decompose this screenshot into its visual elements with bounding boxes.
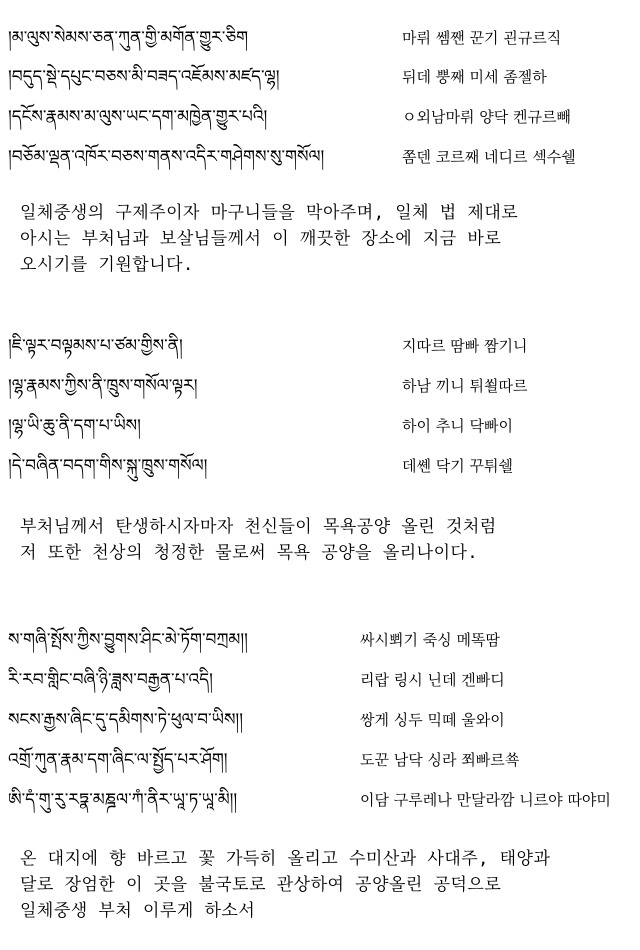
translation-line: 부처님께서 탄생하시자마자 천신들이 목욕공양 올린 것처럼 xyxy=(20,517,497,537)
verse-row xyxy=(0,60,640,94)
translation-line: 저 또한 천상의 청정한 물로써 목욕 공양을 올리나이다. xyxy=(20,543,479,563)
verse-row xyxy=(0,743,640,777)
tibetan-verse: །ལྷ་ཡི་ཆུ་ནི་དག་པ་ཡིས། xyxy=(8,416,141,436)
korean-pronunciation: 뒤데 뿡째 미세 좀젤하 xyxy=(402,68,547,86)
translation-paragraph xyxy=(20,200,630,278)
tibetan-verse: སངས་རྒྱས་ཞིང་དུ་དམིགས་ཏེ་ཕུལ་བ་ཡིས།། xyxy=(8,710,243,730)
tibetan-verse: ཨི་དཾ་གུ་རུ་རཏྣ་མཎྜལ་ཀཾ་ནིར་ཡཱ་ཏ་ཡཱ་མི།། xyxy=(8,790,238,810)
verse-row xyxy=(0,369,640,403)
verse-row xyxy=(0,623,640,657)
korean-pronunciation: 도꾼 남닥 싱라 쬐빠르쑉 xyxy=(360,751,520,769)
verse-row xyxy=(0,329,640,363)
translation-paragraph xyxy=(20,514,630,566)
translation-paragraph xyxy=(20,846,630,924)
translation-line: 달로 장엄한 이 곳을 불국토로 관상하여 공양올린 공덕으로 xyxy=(20,875,502,895)
korean-pronunciation: 하남 끼니 튀쐴따르 xyxy=(402,377,528,395)
tibetan-verse: འགྲོ་ཀུན་རྣམ་དག་ཞིང་ལ་སྤྱོད་པར་ཤོག། xyxy=(8,750,228,770)
korean-pronunciation: 싸시뾔기 죽싱 메똑땀 xyxy=(360,631,500,649)
verse-row xyxy=(0,409,640,443)
tibetan-verse: །ལྷ་རྣམས་ཀྱིས་ནི་ཁྲུས་གསོལ་ལྟར། xyxy=(8,376,198,396)
korean-pronunciation: 쫌덴 코르째 네디르 섹수쉘 xyxy=(402,148,576,166)
tibetan-verse: ས་གཞི་སྤོས་ཀྱིས་བྱུགས་ཤིང་མེ་ཏོག་བཀྲམ།། xyxy=(8,630,248,650)
verse-row xyxy=(0,783,640,817)
korean-pronunciation: ㅇ외남마뤼 양닥 켄규르빼 xyxy=(402,108,571,126)
verse-row xyxy=(0,449,640,483)
korean-pronunciation: 이담 구루레나 만달라깜 니르야 따야미 xyxy=(360,791,611,809)
verse-row xyxy=(0,21,640,55)
translation-line: 일체중생의 구제주이자 마구니들을 막아주며, 일체 법 제대로 xyxy=(20,203,519,223)
tibetan-verse: །མ་ལུས་སེམས་ཅན་ཀུན་གྱི་མགོན་གྱུར་ཅིག xyxy=(8,28,249,48)
verse-row xyxy=(0,140,640,174)
tibetan-verse: །བདུད་སྡེ་དཔུང་བཅས་མི་བཟད་འཇོམས་མཛད་ལྷ། xyxy=(8,67,280,87)
korean-pronunciation: 지따르 땀빠 짬기니 xyxy=(402,337,528,355)
korean-pronunciation: 쌍게 싱두 믹떼 울와이 xyxy=(360,711,505,729)
korean-pronunciation: 리랍 링시 닌데 겐빠디 xyxy=(360,671,505,689)
translation-line: 일체중생 부처 이루게 하소서 xyxy=(20,901,256,921)
translation-line: 온 대지에 향 바르고 꽃 가득히 올리고 수미산과 사대주, 태양과 xyxy=(20,849,551,869)
tibetan-verse: རི་རབ་གླིང་བཞི་ཉི་ཟླས་བརྒྱན་པ་འདི། xyxy=(8,670,213,690)
translation-line: 아시는 부처님과 보살님들께서 이 깨끗한 장소에 지금 바로 xyxy=(20,229,502,249)
translation-line: 오시기를 기원합니다. xyxy=(20,255,194,275)
tibetan-verse: །དེ་བཞིན་བདག་གིས་སྐུ་ཁྲུས་གསོལ། xyxy=(8,456,208,476)
verse-row xyxy=(0,100,640,134)
korean-pronunciation: 하이 추니 닥빠이 xyxy=(402,417,513,435)
tibetan-verse: །དངོས་རྣམས་མ་ལུས་ཡང་དག་མཁྱེན་གྱུར་པའི། xyxy=(8,107,268,127)
tibetan-verse: །བཅོམ་ལྡན་འཁོར་བཅས་གནས་འདིར་གཤེགས་སུ་གསོལ། xyxy=(8,147,325,167)
verse-row xyxy=(0,703,640,737)
tibetan-verse: །ཇི་ལྟར་བལྟམས་པ་ཙམ་གྱིས་ནི། xyxy=(8,336,183,356)
korean-pronunciation: 마뤼 쎔짼 꾼기 괸규르직 xyxy=(402,29,562,47)
verse-row xyxy=(0,663,640,697)
korean-pronunciation: 데쏀 닥기 꾸튀쉘 xyxy=(402,457,513,475)
